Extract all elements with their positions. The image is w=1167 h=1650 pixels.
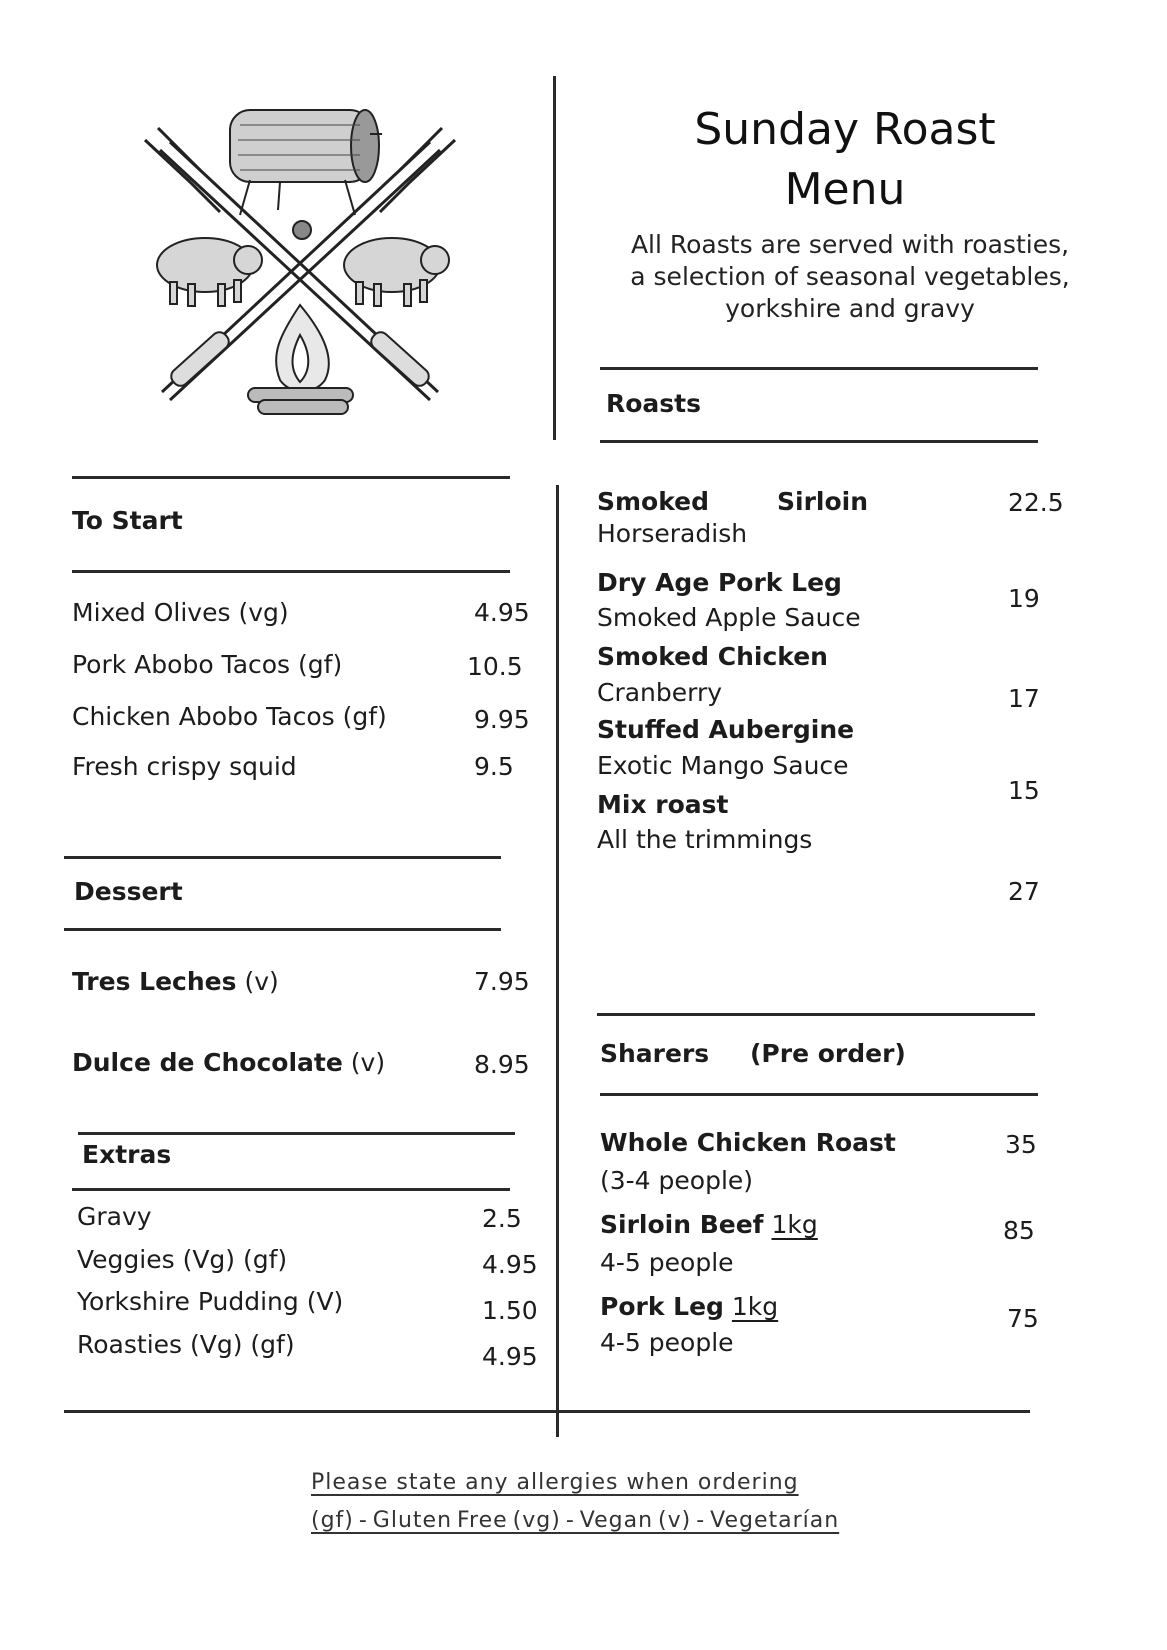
sharer-item-3 bbox=[600, 1292, 778, 1321]
roast-item-5-price: 27 bbox=[1008, 877, 1040, 906]
sharer-item-1-name: Whole Chicken Roast bbox=[600, 1128, 896, 1157]
subtitle-line-3: yorkshire and gravy bbox=[725, 294, 975, 323]
roast-item-3-name: Smoked Chicken bbox=[597, 642, 828, 671]
dessert-item-2-tag: (v) bbox=[342, 1048, 386, 1077]
dessert-item-1-tag: (v) bbox=[236, 967, 279, 996]
to-start-item-2-name: Pork Abobo Tacos (gf) bbox=[72, 650, 343, 679]
sharers-heading-note: (Pre order) bbox=[750, 1039, 906, 1068]
sharer-item-2-name: Sirloin Beef bbox=[600, 1210, 764, 1239]
to-start-item-2-price: 10.5 bbox=[467, 652, 523, 681]
dessert-top-rule bbox=[64, 856, 501, 859]
sharer-item-1-desc: (3-4 people) bbox=[600, 1166, 754, 1195]
roast-item-3-price: 17 bbox=[1008, 684, 1040, 713]
allergy-notice: Please state any allergies when ordering bbox=[311, 1470, 799, 1495]
dessert-item-2-price: 8.95 bbox=[474, 1050, 530, 1079]
dessert-item-1 bbox=[72, 967, 279, 996]
sharer-item-1-price: 35 bbox=[1005, 1130, 1037, 1159]
to-start-heading: To Start bbox=[72, 506, 183, 535]
sharer-item-3-price: 75 bbox=[1007, 1304, 1039, 1333]
subtitle-line-2: a selection of seasonal vegetables, bbox=[630, 262, 1070, 291]
extras-item-1-price: 2.5 bbox=[482, 1204, 522, 1233]
roast-item-1-price: 22.5 bbox=[1008, 488, 1064, 517]
dessert-item-2 bbox=[72, 1048, 385, 1077]
header-vertical-divider bbox=[553, 76, 556, 440]
title-line-2: Menu bbox=[784, 164, 906, 215]
page-subtitle bbox=[625, 229, 1075, 325]
roasts-bottom-rule bbox=[600, 440, 1038, 443]
sharer-item-2-weight: 1kg bbox=[771, 1210, 818, 1239]
dessert-item-1-price: 7.95 bbox=[474, 967, 530, 996]
extras-item-3-price: 1.50 bbox=[482, 1296, 538, 1325]
roast-item-3-desc: Cranberry bbox=[597, 678, 723, 707]
subtitle-line-1: All Roasts are served with roasties, bbox=[630, 230, 1070, 259]
page-title bbox=[640, 100, 1050, 220]
roast-item-2-name: Dry Age Pork Leg bbox=[597, 568, 842, 597]
sharer-item-2-price: 85 bbox=[1003, 1216, 1035, 1245]
roast-item-5-name: Mix roast bbox=[597, 790, 729, 819]
sharers-bottom-rule bbox=[600, 1093, 1038, 1096]
sharer-item-2-desc: 4-5 people bbox=[600, 1248, 734, 1277]
roast-item-4-name: Stuffed Aubergine bbox=[597, 715, 855, 744]
roasts-top-rule bbox=[600, 367, 1038, 370]
roast-item-4-desc: Exotic Mango Sauce bbox=[597, 751, 849, 780]
dessert-bottom-rule bbox=[64, 928, 501, 931]
sharer-item-2 bbox=[600, 1210, 818, 1239]
extras-item-2-price: 4.95 bbox=[482, 1250, 538, 1279]
extras-item-4-name: Roasties (Vg) (gf) bbox=[77, 1330, 295, 1359]
roasts-heading: Roasts bbox=[606, 389, 702, 418]
sharer-item-3-weight: 1kg bbox=[731, 1292, 779, 1321]
roast-item-5-desc: All the trimmings bbox=[597, 825, 813, 854]
bbq-logo-icon bbox=[130, 100, 470, 440]
to-start-item-3-price: 9.95 bbox=[474, 705, 530, 734]
to-start-item-3-name: Chicken Abobo Tacos (gf) bbox=[72, 702, 387, 731]
extras-item-2-name: Veggies (Vg) (gf) bbox=[77, 1245, 288, 1274]
to-start-item-4-price: 9.5 bbox=[474, 752, 514, 781]
roast-item-4-price: 15 bbox=[1008, 776, 1040, 805]
dessert-item-2-name: Dulce de Chocolate bbox=[72, 1048, 343, 1077]
to-start-item-1-name: Mixed Olives (vg) bbox=[72, 598, 289, 627]
roast-item-2-desc: Smoked Apple Sauce bbox=[597, 603, 861, 632]
sharers-heading: Sharers bbox=[600, 1039, 710, 1068]
sharers-top-rule bbox=[597, 1013, 1035, 1016]
to-start-item-4-name: Fresh crispy squid bbox=[72, 752, 297, 781]
extras-bottom-rule bbox=[72, 1188, 510, 1191]
roast-item-1-desc: Horseradish bbox=[597, 519, 748, 548]
roast-item-2-price: 19 bbox=[1008, 584, 1040, 613]
roast-item-1-name-a: Smoked bbox=[597, 487, 710, 516]
extras-item-3-name: Yorkshire Pudding (V) bbox=[77, 1287, 344, 1316]
dessert-item-1-name: Tres Leches bbox=[72, 967, 237, 996]
allergy-legend: (gf) - Gluten Free (vg) - Vegan (v) - Vegetarían bbox=[311, 1508, 840, 1533]
extras-heading: Extras bbox=[82, 1140, 172, 1169]
extras-item-4-price: 4.95 bbox=[482, 1342, 538, 1371]
extras-top-rule bbox=[78, 1132, 515, 1135]
extras-item-1-name: Gravy bbox=[77, 1202, 152, 1231]
to-start-item-1-price: 4.95 bbox=[474, 598, 530, 627]
dessert-heading: Dessert bbox=[74, 877, 183, 906]
main-vertical-divider bbox=[556, 485, 559, 1437]
to-start-bottom-rule bbox=[72, 570, 510, 573]
title-line-1: Sunday Roast bbox=[694, 104, 996, 155]
to-start-top-rule bbox=[72, 476, 510, 479]
sharer-item-3-name: Pork Leg bbox=[600, 1292, 724, 1321]
sharer-item-3-desc: 4-5 people bbox=[600, 1328, 734, 1357]
bottom-rule bbox=[64, 1410, 1030, 1413]
roast-item-1-name-b: Sirloin bbox=[777, 487, 869, 516]
